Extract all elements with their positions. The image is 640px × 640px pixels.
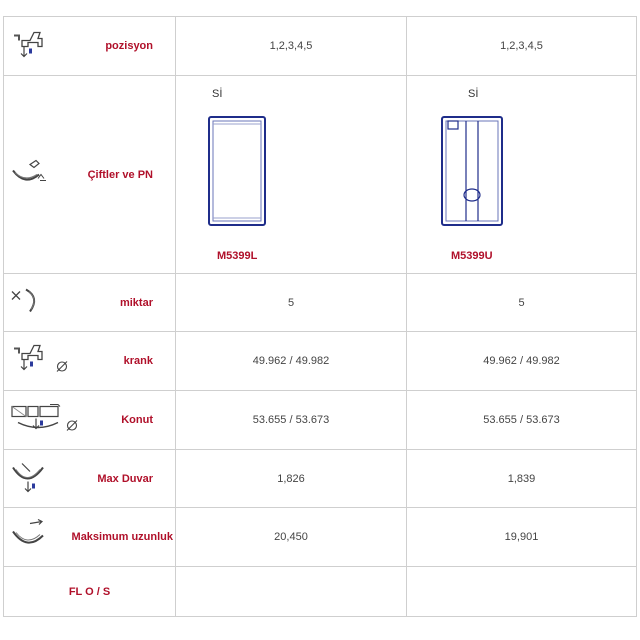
value-cell: 1,826 — [176, 450, 407, 508]
label-cell — [4, 274, 176, 332]
label-cell — [4, 391, 176, 450]
value-cell: 1,839 — [407, 450, 637, 508]
row-label: miktar — [119, 296, 153, 309]
part-number: M5399L — [217, 250, 258, 262]
label-cell — [4, 76, 176, 274]
spec-table — [3, 16, 637, 617]
wall-thickness-icon — [10, 459, 50, 498]
row-label: krank — [123, 355, 153, 367]
label-cell — [4, 450, 176, 508]
label-cell — [4, 332, 176, 391]
row-label: Çiftler ve PN — [87, 168, 153, 181]
value-cell: 5 — [407, 274, 637, 332]
table-row — [4, 508, 637, 567]
value-cell: 5 — [176, 274, 407, 332]
pair-bearing-icon — [10, 156, 50, 193]
shell-image-cell — [176, 76, 407, 274]
value-cell: 1,2,3,4,5 — [407, 17, 637, 76]
row-label: pozisyon — [105, 40, 153, 52]
row-label: Maksimum uzunluk — [71, 531, 173, 543]
value-cell: 1,2,3,4,5 — [176, 17, 407, 76]
value-cell: 20,450 — [176, 508, 407, 567]
table-row — [4, 332, 637, 391]
value-cell: 53.655 / 53.673 — [407, 391, 637, 450]
position-icon — [10, 27, 50, 66]
value-cell: 49.962 / 49.982 — [176, 332, 407, 391]
label-cell — [4, 567, 176, 617]
table-row — [4, 76, 637, 274]
label-cell — [4, 508, 176, 567]
bearing-shell-drawing — [207, 115, 267, 227]
row-label: FL O / S — [68, 585, 111, 598]
quantity-icon — [10, 285, 44, 320]
table-row — [4, 567, 637, 617]
label-cell — [4, 17, 176, 76]
upper-shell-marker: Sİ — [468, 88, 479, 100]
value-cell — [176, 567, 407, 617]
housing-diameter-icon — [10, 401, 80, 440]
value-cell: 53.655 / 53.673 — [176, 391, 407, 450]
value-cell — [407, 567, 637, 617]
table-row — [4, 391, 637, 450]
table-row — [4, 17, 637, 76]
table-row — [4, 450, 637, 508]
length-icon — [10, 518, 50, 557]
table-row — [4, 274, 637, 332]
part-number: M5399U — [451, 250, 493, 262]
bearing-shell-drawing — [440, 115, 504, 227]
value-cell: 49.962 / 49.982 — [407, 332, 637, 391]
upper-shell-marker: Sİ — [212, 88, 223, 100]
value-cell: 19,901 — [407, 508, 637, 567]
shell-image-cell — [407, 76, 637, 274]
row-label: Max Duvar — [97, 472, 153, 485]
crank-diameter-icon — [10, 342, 70, 381]
row-label: Konut — [121, 414, 153, 426]
